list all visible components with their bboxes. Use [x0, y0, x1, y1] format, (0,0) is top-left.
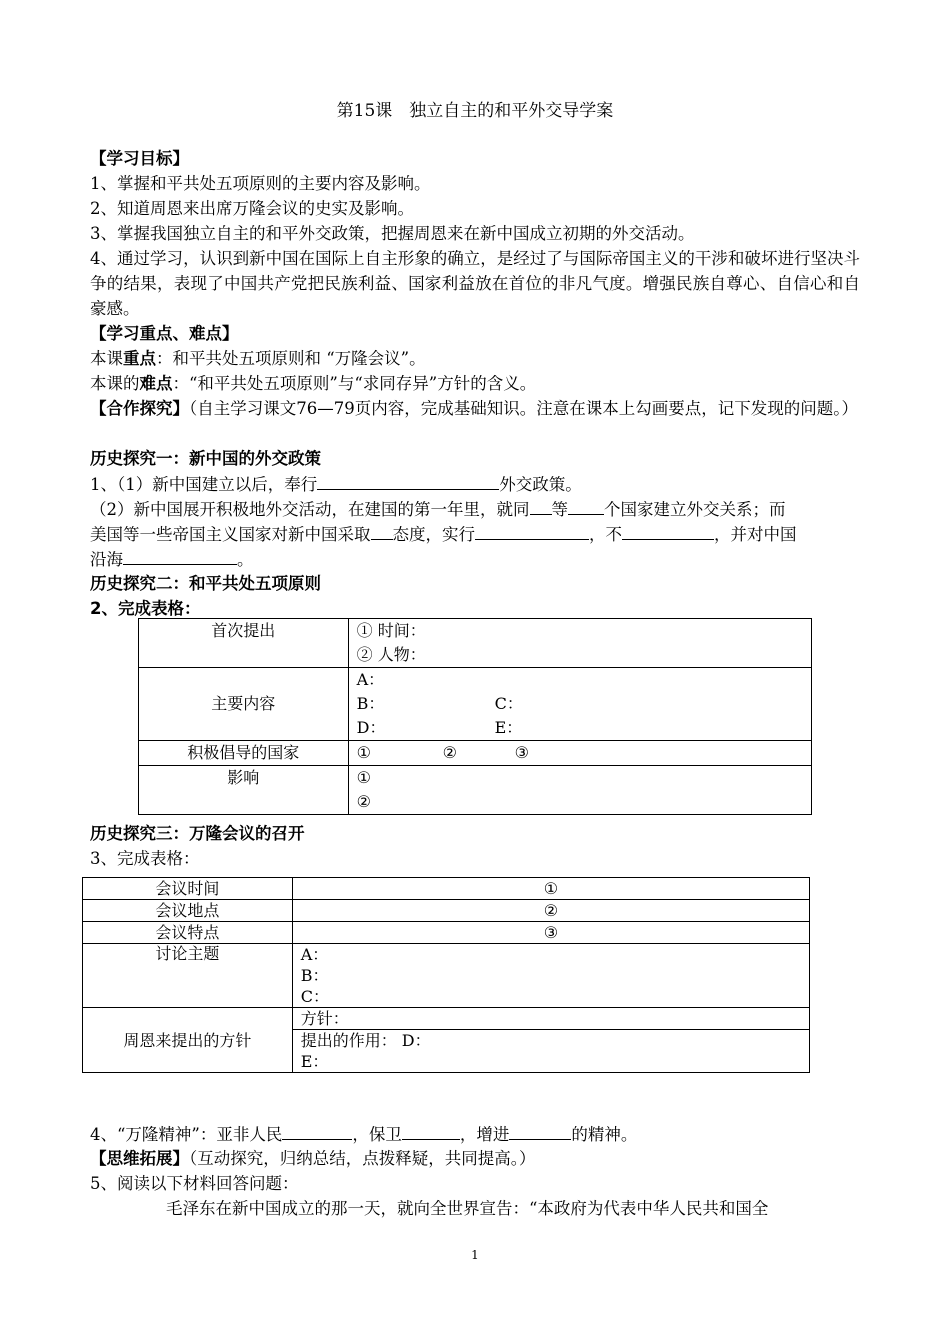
page-title: 第15课 独立自主的和平外交导学案 [336, 101, 614, 121]
thinking-line [90, 1146, 860, 1171]
row-label-time: 会议时间 [83, 878, 293, 900]
cell-line: ② 人物： [356, 645, 426, 664]
cell-feature[interactable]: ③ [292, 922, 809, 944]
focus-prefix: 本课 [90, 349, 123, 368]
fill-blank[interactable] [568, 496, 604, 515]
row-label-first-proposed: 首次提出 [139, 619, 349, 668]
cell-first-proposed[interactable] [348, 619, 811, 668]
table-row [83, 922, 810, 944]
table-row [139, 668, 812, 741]
cell-line: B： [300, 966, 329, 985]
q1c-text-3: ，不 [589, 525, 622, 544]
difficulty-line [90, 371, 860, 396]
fill-blank[interactable] [509, 1121, 571, 1140]
q1b-text-2: 等 [551, 500, 568, 519]
fill-blank[interactable] [371, 521, 393, 540]
q1b-text-1: （2）新中国展开积极地外交活动，在建国的第一年里，就同 [90, 500, 530, 519]
table-row [83, 878, 810, 900]
fill-blank[interactable] [622, 521, 714, 540]
cell-main-content[interactable] [348, 668, 811, 741]
table-row [83, 900, 810, 922]
table-row [139, 619, 812, 668]
goals-heading: 【学习目标】 [90, 149, 189, 168]
cell-time[interactable]: ① [292, 878, 809, 900]
row-label-topic: 讨论主题 [83, 944, 293, 1008]
fill-blank[interactable] [282, 1121, 352, 1140]
q4-line [90, 1121, 860, 1147]
difficulty-prefix: 本课的 [90, 374, 140, 393]
q1c-text-4: ，并对中国 [714, 525, 797, 544]
cell-line: ② [356, 792, 371, 811]
q4-text-4: 的精神。 [571, 1125, 638, 1144]
cell-item: ③ [514, 743, 529, 762]
q5-title: 5、阅读以下材料回答问题： [90, 1174, 299, 1193]
table-row [139, 741, 812, 766]
row-label-feature: 会议特点 [83, 922, 293, 944]
cell-line: ① 时间： [356, 621, 426, 640]
cell-item: D： [356, 718, 386, 737]
bandung-table [82, 877, 810, 1073]
cell-item: ② [442, 743, 457, 762]
q1c-text-1: 美国等一些帝国主义国家对新中国采取 [90, 525, 371, 544]
q1b-line [90, 496, 860, 522]
q1d-text-2: 。 [237, 550, 254, 569]
cell-policy[interactable]: 方针： [292, 1008, 809, 1030]
goal-item-4: 4、通过学习，认识到新中国在国际上自主形象的确立，是经过了与国际帝国主义的干涉和破坏进行坚决斗争的结果，表现了中国共产党把民族利益、国家利益放在首位的非凡气度。增强民族自尊心、自信心和自豪感。 [90, 249, 860, 318]
coop-paragraph [90, 396, 860, 421]
explore3-subheading: 3、完成表格： [90, 849, 200, 868]
cell-line: A： [356, 670, 385, 689]
focus-text: ：和平共处五项原则和 “万隆会议”。 [156, 349, 426, 368]
cell-line [357, 692, 803, 716]
cell-topic[interactable] [292, 944, 809, 1008]
cell-item: B： [356, 694, 385, 713]
q1a-start: 1、（1）新中国建立以后，奉行 [90, 475, 318, 494]
focus-line [90, 346, 860, 371]
fill-blank[interactable] [123, 546, 237, 565]
explore1-heading: 历史探究一：新中国的外交政策 [90, 449, 321, 468]
cell-item: ① [356, 743, 371, 762]
cell-line: E： [300, 1052, 329, 1071]
difficulty-label: 难点 [139, 374, 173, 393]
cell-line: A： [300, 945, 329, 964]
fill-blank[interactable] [475, 521, 589, 540]
q4-text-3: ，增进 [459, 1125, 510, 1144]
cell-place[interactable]: ② [292, 900, 809, 922]
goal-item-3: 3、掌握我国独立自主的和平外交政策，把握周恩来在新中国成立初期的外交活动。 [90, 224, 695, 243]
fill-blank[interactable] [317, 471, 499, 490]
q5-text: 毛泽东在新中国成立的那一天，就向全世界宣告：“本政府为代表中华人民共和国全 [166, 1199, 769, 1218]
difficulty-text: ：“和平共处五项原则”与“求同存异”方针的含义。 [172, 374, 537, 393]
cell-line: C： [300, 987, 329, 1006]
cell-item: C： [494, 694, 523, 713]
cell-line: ① [356, 768, 371, 787]
goal-item-2: 2、知道周恩来出席万隆会议的史实及影响。 [90, 199, 414, 218]
cell-influence[interactable] [348, 766, 811, 815]
explore3-heading: 历史探究三：万隆会议的召开 [90, 824, 305, 843]
q1a-line [90, 471, 860, 497]
cell-line [357, 716, 803, 740]
cell-advocates[interactable] [348, 741, 811, 766]
q1c-line [90, 521, 860, 547]
row-label-policy: 周恩来提出的方针 [83, 1008, 293, 1073]
q1d-text-1: 沿海 [90, 550, 123, 569]
page-number: 1 [471, 1248, 479, 1262]
cell-item: E： [494, 718, 523, 737]
q1b-text-3: 个国家建立外交关系；而 [604, 500, 786, 519]
goal-item-1: 1、掌握和平共处五项原则的主要内容及影响。 [90, 174, 431, 193]
table-row [83, 1008, 810, 1030]
fill-blank[interactable] [530, 496, 552, 515]
q4-text-2: ，保卫 [352, 1125, 402, 1144]
cell-line: 提出的作用： D： [300, 1031, 431, 1050]
fill-blank[interactable] [402, 1121, 460, 1140]
table-row [83, 944, 810, 1008]
cell-policy-effect[interactable] [292, 1030, 809, 1073]
q4-text-1: 4、“万隆精神”：亚非人民 [90, 1125, 283, 1144]
coop-text: （自主学习课文76—79页内容，完成基础知识。注意在课本上勾画要点，记下发现的问题。） [189, 399, 858, 418]
table-row [139, 766, 812, 815]
q1a-end: 外交政策。 [499, 475, 582, 494]
explore2-heading: 历史探究二：和平共处五项原则 [90, 574, 321, 593]
keypoints-heading: 【学习重点、难点】 [90, 324, 239, 343]
focus-label: 重点 [123, 349, 156, 368]
principles-table [138, 618, 812, 815]
row-label-influence: 影响 [139, 766, 349, 815]
thinking-text: （互动探究，归纳总结，点拨释疑，共同提高。） [189, 1149, 536, 1168]
coop-heading: 【合作探究】 [90, 399, 189, 418]
row-label-main-content: 主要内容 [139, 668, 349, 741]
q1c-text-2: 态度，实行 [392, 525, 475, 544]
thinking-heading: 【思维拓展】 [90, 1149, 189, 1168]
row-label-place: 会议地点 [83, 900, 293, 922]
explore2-subheading: 2、完成表格： [90, 599, 201, 618]
row-label-advocates: 积极倡导的国家 [139, 741, 349, 766]
q1d-line [90, 546, 860, 572]
